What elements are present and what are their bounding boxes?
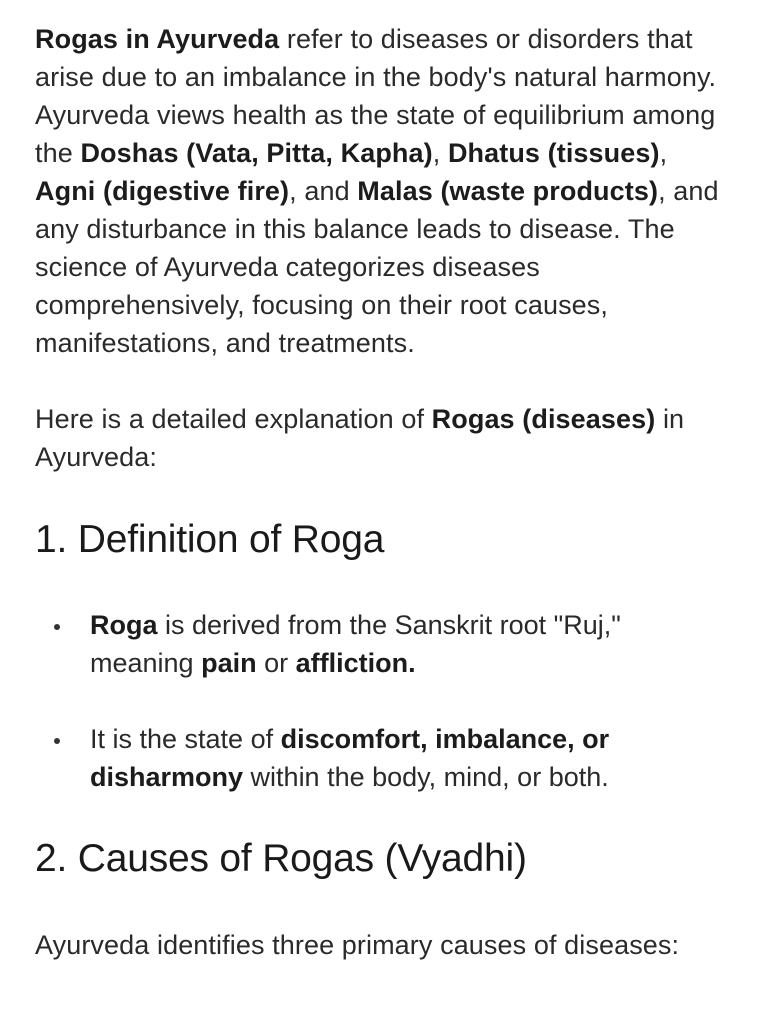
bullet-term: pain bbox=[201, 648, 257, 678]
intro-term-dhatus: Dhatus (tissues) bbox=[447, 138, 660, 168]
intro-text: , bbox=[432, 138, 448, 168]
bullet-dot bbox=[54, 738, 60, 744]
intro-text: , and bbox=[289, 176, 358, 206]
intro-text: , bbox=[659, 138, 668, 168]
lead-text: in Ayurveda: bbox=[35, 404, 685, 472]
bullet-item bbox=[90, 720, 730, 796]
intro-term-rogas: Rogas in Ayurveda bbox=[35, 24, 280, 54]
intro-term-malas: Malas (waste products) bbox=[357, 176, 659, 206]
bullet-text: or bbox=[256, 648, 296, 678]
bullet-item bbox=[90, 606, 730, 682]
section-heading-causes: 2. Causes of Rogas (Vyadhi) bbox=[35, 837, 527, 880]
lead-text: Here is a detailed explanation of bbox=[35, 404, 432, 434]
intro-text: refer to diseases or disorders that arise due to an imbalance in the body's natural harmony. Ayurveda views health as the state of equilibrium among the bbox=[35, 24, 717, 168]
bullet-text: It is the state of bbox=[90, 724, 281, 754]
bullet-term: affliction. bbox=[295, 648, 416, 678]
intro-paragraph bbox=[35, 20, 735, 362]
bullet-term: Roga bbox=[90, 610, 158, 640]
bullet-text: within the body, mind, or both. bbox=[243, 762, 609, 792]
intro-term-doshas: Doshas (Vata, Pitta, Kapha) bbox=[80, 138, 433, 168]
lead-paragraph bbox=[35, 400, 735, 476]
intro-text: , and any disturbance in this balance leads to disease. The science of Ayurveda categorizes diseases comprehensively, focusing on their root causes, manifestations, and treatments. bbox=[35, 176, 719, 358]
causes-intro-paragraph: Ayurveda identifies three primary causes of diseases: bbox=[35, 930, 680, 960]
section-heading-definition: 1. Definition of Roga bbox=[35, 518, 385, 561]
intro-term-agni: Agni (digestive fire) bbox=[35, 176, 290, 206]
bullet-dot bbox=[54, 624, 60, 630]
bullet-term: discomfort, imbalance, or disharmony bbox=[90, 724, 610, 792]
bullet-text: is derived from the Sanskrit root "Ruj," meaning bbox=[90, 610, 621, 678]
lead-term-rogas: Rogas (diseases) bbox=[431, 404, 656, 434]
